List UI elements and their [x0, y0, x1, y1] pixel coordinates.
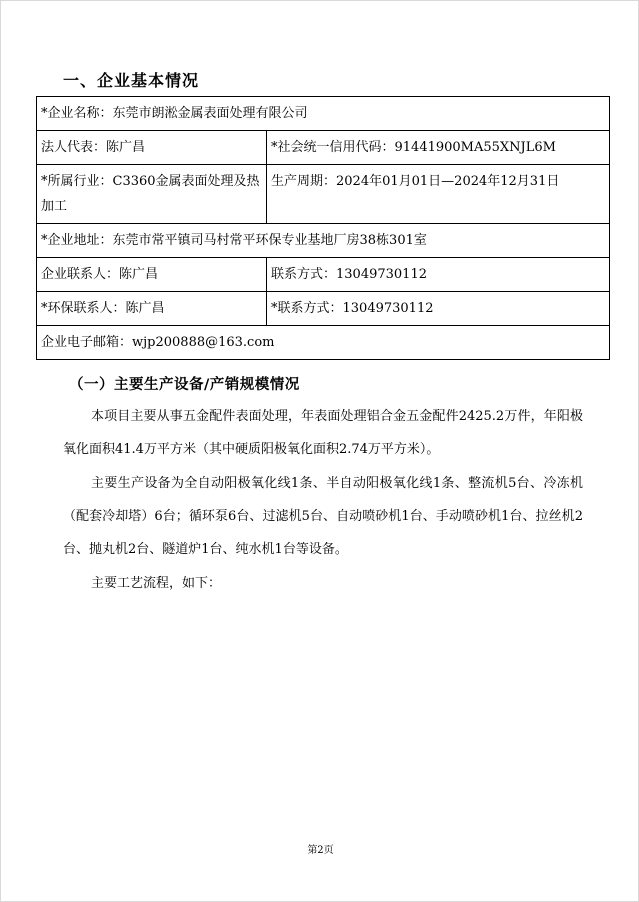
table-row [37, 165, 610, 224]
contact-phone-cell: 联系方式：13049730112 [267, 258, 610, 292]
table-row [37, 326, 610, 360]
paragraph-production-scale: 本项目主要从事五金配件表面处理，年表面处理铝合金五金配件2425.2万件，年阳极氧化面积41.4万平方米（其中硬质阳极氧化面积2.74万平方米）。 [63, 409, 583, 457]
env-contact-cell: *环保联系人：陈广昌 [37, 292, 267, 326]
paragraph-process-flow: 主要工艺流程，如下： [91, 576, 222, 591]
sub-section-title: （一）主要生产设备/产销规模情况 [69, 377, 300, 393]
company-name-cell: *企业名称：东莞市朗淞金属表面处理有限公司 [37, 97, 610, 131]
table-row [37, 224, 610, 258]
address-cell: *企业地址：东莞市常平镇司马村常平环保专业基地厂房38栋301室 [37, 224, 610, 258]
period-cell: 生产周期：2024年01月01日—2024年12月31日 [267, 165, 610, 224]
email-cell: 企业电子邮箱：wjp200888@163.com [37, 326, 610, 360]
table-row [37, 131, 610, 165]
section-title: 一、企业基本情况 [63, 71, 200, 90]
contact-person-cell: 企业联系人：陈广昌 [37, 258, 267, 292]
page-number: 第2页 [307, 845, 334, 856]
credit-code-cell: *社会统一信用代码：91441900MA55XNJL6M [267, 131, 610, 165]
paragraph-equipment: 主要生产设备为全自动阳极氧化线1条、半自动阳极氧化线1条、整流机5台、冷冻机（配套冷却塔）6台；循环泵6台、过滤机5台、自动喷砂机1台、手动喷砂机1台、拉丝机2台、抛丸机2台、隧道炉1台、纯水机1台等设备。 [63, 476, 583, 557]
table-row [37, 292, 610, 326]
industry-cell: *所属行业：C3360金属表面处理及热加工 [37, 165, 267, 224]
table-row [37, 258, 610, 292]
table-row [37, 97, 610, 131]
company-info-table [36, 96, 610, 360]
env-phone-cell: *联系方式：13049730112 [267, 292, 610, 326]
legal-rep-cell: 法人代表：陈广昌 [37, 131, 267, 165]
